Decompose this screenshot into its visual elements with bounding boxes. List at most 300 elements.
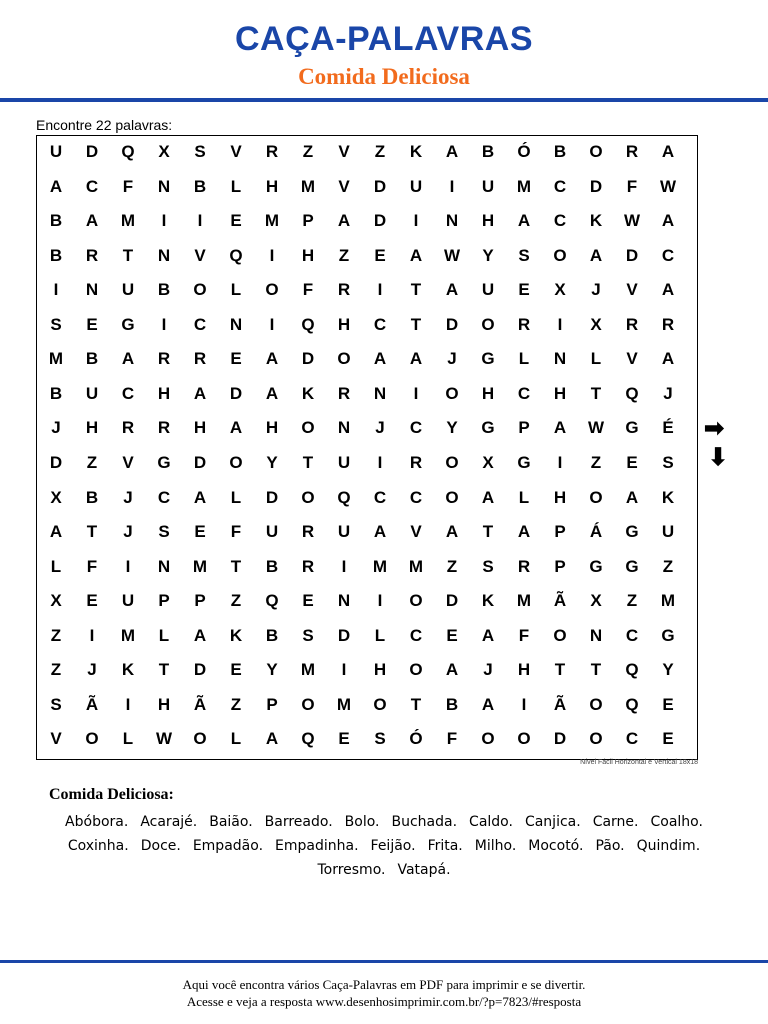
grid-cell: O — [589, 487, 603, 507]
grid-cell: Ã — [193, 694, 207, 714]
grid-cell: F — [122, 176, 134, 196]
grid-cell: A — [193, 383, 207, 403]
grid-cell: T — [410, 280, 422, 300]
grid-cell: A — [265, 349, 279, 369]
grid-cell: A — [517, 211, 531, 231]
grid-cell: D — [553, 729, 567, 749]
word-list-item: Doce. — [140, 838, 181, 854]
grid-cell: U — [337, 452, 351, 472]
grid-cell: C — [553, 176, 567, 196]
grid-cell: T — [410, 694, 422, 714]
grid-cell: O — [373, 694, 387, 714]
grid-cell: I — [161, 211, 167, 231]
grid-cell: N — [445, 211, 459, 231]
grid-cell: C — [553, 211, 567, 231]
grid-cell: O — [301, 487, 315, 507]
grid-cell: G — [481, 418, 495, 438]
grid-cell: P — [554, 556, 566, 576]
grid-cell: I — [557, 452, 563, 472]
grid-cell: G — [481, 349, 495, 369]
grid-cell: V — [230, 142, 242, 161]
grid-cell: Ã — [553, 591, 567, 611]
grid-cell: A — [517, 522, 531, 542]
grid-cell: Z — [86, 452, 98, 472]
grid-cell: O — [553, 245, 567, 265]
grid-cell: Ó — [517, 142, 531, 161]
grid-cell: O — [193, 729, 207, 749]
grid-cell: X — [50, 591, 62, 611]
grid-cell: K — [409, 142, 423, 161]
grid-cell: Q — [337, 487, 351, 507]
grid-cell: E — [230, 660, 242, 680]
grid-cell: W — [623, 211, 641, 231]
grid-cell: M — [264, 211, 280, 231]
word-list-item: Canjica. — [524, 814, 581, 830]
grid-cell: A — [373, 349, 387, 369]
grid-cell: L — [230, 280, 242, 300]
word-list-item: Abóbora. — [65, 814, 129, 830]
grid-cell: L — [122, 729, 134, 749]
grid-cell: B — [49, 245, 63, 265]
grid-cell: S — [194, 142, 206, 161]
word-list-item: Frita. — [427, 838, 463, 854]
grid-cell: U — [121, 280, 135, 300]
grid-cell: O — [337, 349, 351, 369]
grid-cell: R — [157, 349, 171, 369]
grid-cell: S — [662, 452, 674, 472]
word-list-item: Barreado. — [264, 814, 333, 830]
word-list-item: Empadão. — [192, 838, 264, 854]
grid-cell: H — [481, 383, 495, 403]
grid-cell: F — [446, 729, 458, 749]
grid-cell: I — [449, 176, 455, 196]
grid-cell: A — [337, 211, 351, 231]
grid-cell: H — [553, 383, 567, 403]
grid-cell: R — [337, 383, 351, 403]
grid-cell: K — [229, 625, 243, 645]
grid-cell: H — [193, 418, 207, 438]
grid-cell: A — [481, 694, 495, 714]
grid-cell: Z — [446, 556, 458, 576]
grid-cell: P — [266, 694, 278, 714]
grid-cell: H — [85, 418, 99, 438]
grid-cell: A — [445, 280, 459, 300]
grid-cell: Q — [265, 591, 279, 611]
grid-cell: Z — [50, 660, 62, 680]
grid-cell: I — [413, 383, 419, 403]
grid-cell: Z — [230, 591, 242, 611]
instructions: Encontre 22 palavras: — [36, 117, 173, 133]
grid-cell: D — [373, 211, 387, 231]
grid-cell: Q — [301, 729, 315, 749]
grid-cell: N — [553, 349, 567, 369]
grid-cell: H — [157, 694, 171, 714]
grid-cell: D — [193, 452, 207, 472]
grid-cell: J — [51, 418, 61, 438]
grid-cell: S — [374, 729, 386, 749]
grid-cell: T — [302, 452, 314, 472]
grid-cell: A — [121, 349, 135, 369]
grid-cell: K — [481, 591, 495, 611]
grid-cell: R — [517, 314, 531, 334]
grid-cell: C — [85, 176, 99, 196]
grid-cell: V — [410, 522, 422, 542]
grid-cell: L — [230, 729, 242, 749]
grid-cell: W — [155, 729, 173, 749]
grid-cell: U — [409, 176, 423, 196]
grid-cell: Y — [266, 452, 278, 472]
grid-cell: B — [445, 694, 459, 714]
grid-cell: D — [337, 625, 351, 645]
grid-cell: Z — [230, 694, 242, 714]
grid-cell: V — [626, 280, 638, 300]
grid-cell: N — [157, 556, 171, 576]
grid-cell: O — [409, 660, 423, 680]
grid-cell: O — [445, 487, 459, 507]
grid-cell: M — [120, 625, 136, 645]
grid-cell: A — [265, 383, 279, 403]
grid-cell: J — [447, 349, 457, 369]
grid-cell: Z — [374, 142, 386, 161]
grid-cell: P — [554, 522, 566, 542]
grid-cell: K — [121, 660, 135, 680]
grid-cell: H — [373, 660, 387, 680]
grid-cell: A — [49, 522, 63, 542]
grid-cell: R — [265, 142, 279, 161]
grid-cell: D — [193, 660, 207, 680]
grid-cell: K — [661, 487, 675, 507]
grid-cell: U — [121, 591, 135, 611]
grid-cell: A — [553, 418, 567, 438]
grid-cell: O — [265, 280, 279, 300]
grid-cell: N — [373, 383, 387, 403]
grid-cell: E — [86, 314, 98, 334]
grid-cell: Á — [589, 522, 603, 542]
grid-cell: T — [86, 522, 98, 542]
grid-cell: M — [48, 349, 64, 369]
grid-cell: I — [269, 314, 275, 334]
grid-cell: É — [662, 418, 674, 438]
word-list-item: Empadinha. — [275, 838, 359, 854]
grid-cell: C — [625, 625, 639, 645]
grid-cell: O — [85, 729, 99, 749]
grid-cell: J — [87, 660, 97, 680]
grid-cell: K — [301, 383, 315, 403]
grid-cell: D — [625, 245, 639, 265]
word-list-item: Pão. — [595, 838, 625, 854]
grid-cell: V — [122, 452, 134, 472]
grid-cell: J — [123, 487, 133, 507]
grid-cell: O — [301, 694, 315, 714]
grid-cell: G — [589, 556, 603, 576]
grid-cell: G — [121, 314, 135, 334]
word-list-item: Mocotó. — [528, 838, 584, 854]
grid-cell: B — [265, 625, 279, 645]
grid-cell: A — [49, 176, 63, 196]
grid-cell: H — [481, 211, 495, 231]
grid-cell: A — [193, 625, 207, 645]
grid-cell: Z — [50, 625, 62, 645]
grid-cell: A — [85, 211, 99, 231]
grid-cell: Q — [229, 245, 243, 265]
grid-cell: B — [49, 383, 63, 403]
grid-cell: F — [86, 556, 98, 576]
grid-cell: A — [409, 349, 423, 369]
grid-cell: F — [626, 176, 638, 196]
grid-cell: I — [341, 556, 347, 576]
grid-cell: S — [518, 245, 530, 265]
grid-cell: U — [481, 280, 495, 300]
word-list-item: Torresmo. — [317, 862, 386, 878]
grid-cell: C — [517, 383, 531, 403]
grid-cell: R — [121, 418, 135, 438]
grid-cell: I — [89, 625, 95, 645]
grid-cell: I — [53, 280, 59, 300]
grid-cell: I — [377, 280, 383, 300]
grid-cell: D — [445, 314, 459, 334]
grid-cell: A — [589, 245, 603, 265]
grid-cell: Q — [121, 142, 135, 161]
grid-cell: U — [481, 176, 495, 196]
grid-cell: A — [229, 418, 243, 438]
grid-cell: O — [481, 314, 495, 334]
grid-cell: E — [194, 522, 206, 542]
grid-cell: O — [301, 418, 315, 438]
word-list-item: Baião. — [209, 814, 253, 830]
grid-cell: Y — [482, 245, 494, 265]
grid-cell: M — [372, 556, 388, 576]
grid-cell: Z — [302, 142, 314, 161]
grid-cell: V — [626, 349, 638, 369]
grid-cell: R — [301, 556, 315, 576]
grid-cell: U — [661, 522, 675, 542]
grid-cell: Q — [301, 314, 315, 334]
grid-cell: M — [408, 556, 424, 576]
grid-cell: I — [269, 245, 275, 265]
grid-cell: A — [265, 729, 279, 749]
grid-cell: T — [554, 660, 566, 680]
grid-cell: S — [302, 625, 314, 645]
word-list-item: Caldo. — [469, 814, 513, 830]
grid-cell: H — [553, 487, 567, 507]
grid-cell: T — [122, 245, 134, 265]
grid-cell: R — [661, 314, 675, 334]
grid-cell: Q — [625, 694, 639, 714]
grid-cell: C — [409, 625, 423, 645]
grid-cell: I — [521, 694, 527, 714]
grid-cell: J — [591, 280, 601, 300]
grid-cell: Ã — [553, 694, 567, 714]
grid-cell: C — [157, 487, 171, 507]
grid-cell: C — [121, 383, 135, 403]
grid-cell: D — [85, 142, 99, 161]
grid-cell: T — [410, 314, 422, 334]
grid-cell: S — [158, 522, 170, 542]
grid-cell: J — [375, 418, 385, 438]
grid-cell: O — [445, 452, 459, 472]
word-list-title: Comida Deliciosa: — [49, 786, 174, 803]
grid-cell: R — [157, 418, 171, 438]
grid-cell: J — [663, 383, 673, 403]
grid-cell: P — [302, 211, 314, 231]
grid-cell: A — [445, 522, 459, 542]
grid-cell: X — [158, 142, 170, 161]
grid-cell: R — [337, 280, 351, 300]
grid-cell: G — [625, 418, 639, 438]
grid-cell: P — [194, 591, 206, 611]
grid-cell: G — [661, 625, 675, 645]
grid-cell: I — [377, 452, 383, 472]
grid-cell: E — [662, 694, 674, 714]
grid-cell: P — [518, 418, 530, 438]
grid-cell: E — [338, 729, 350, 749]
grid-cell: X — [590, 591, 602, 611]
grid-cell: G — [517, 452, 531, 472]
grid-cell: A — [481, 625, 495, 645]
grid-cell: G — [625, 522, 639, 542]
grid-cell: S — [50, 694, 62, 714]
grid-cell: X — [50, 487, 62, 507]
grid-cell: O — [553, 625, 567, 645]
grid-cell: Z — [590, 452, 602, 472]
grid-cell: W — [443, 245, 461, 265]
grid-cell: L — [518, 349, 530, 369]
grid-cell: D — [301, 349, 315, 369]
word-list-item: Coalho. — [650, 814, 703, 830]
grid-cell: T — [482, 522, 494, 542]
grid-cell: V — [50, 729, 62, 749]
word-list-item: Quindim. — [636, 838, 701, 854]
grid-cell: E — [662, 729, 674, 749]
grid-cell: V — [338, 142, 350, 161]
grid-cell: Ó — [409, 729, 423, 749]
grid-cell: T — [590, 383, 602, 403]
grid-cell: H — [301, 245, 315, 265]
grid-cell: H — [157, 383, 171, 403]
grid-cell: M — [300, 660, 316, 680]
grid-cell: X — [482, 452, 494, 472]
grid-cell: E — [518, 280, 530, 300]
grid-cell: D — [589, 176, 603, 196]
grid-cell: C — [409, 418, 423, 438]
grid-cell: C — [409, 487, 423, 507]
grid-cell: H — [265, 176, 279, 196]
grid-cell: W — [587, 418, 605, 438]
grid-cell: G — [157, 452, 171, 472]
footer — [0, 976, 768, 1010]
footer-line-2: Acesse e veja a resposta www.desenhosimprimir.com.br/?p=7823/#resposta — [186, 994, 582, 1009]
grid-cell: U — [49, 142, 63, 161]
grid-cell: D — [49, 452, 63, 472]
grid-cell: H — [337, 314, 351, 334]
grid-cell: B — [85, 349, 99, 369]
grid-cell: L — [374, 625, 386, 645]
grid-cell: T — [158, 660, 170, 680]
grid-cell: L — [590, 349, 602, 369]
grid-cell: M — [120, 211, 136, 231]
grid-cell: Y — [446, 418, 458, 438]
grid-cell: O — [229, 452, 243, 472]
grid-cell: B — [193, 176, 207, 196]
grid-cell: M — [660, 591, 676, 611]
grid-cell: R — [625, 314, 639, 334]
grid-cell: D — [373, 176, 387, 196]
grid-cell: C — [661, 245, 675, 265]
word-list-item: Vatapá. — [397, 862, 451, 878]
grid-cell: A — [625, 487, 639, 507]
grid-cell: R — [625, 142, 639, 161]
grid-cell: L — [230, 176, 242, 196]
grid-cell: V — [194, 245, 206, 265]
grid-cell: L — [158, 625, 170, 645]
grid-cell: Y — [266, 660, 278, 680]
grid-cell: U — [265, 522, 279, 542]
grid-cell: C — [193, 314, 207, 334]
grid-cell: A — [445, 142, 459, 161]
grid-cell: Z — [662, 556, 674, 576]
grid-cell: N — [589, 625, 603, 645]
grid-cell: J — [123, 522, 133, 542]
grid-cell: I — [125, 556, 131, 576]
word-list-item: Acarajé. — [140, 814, 198, 830]
arrow-right-icon: ➡ — [704, 415, 725, 442]
grid-cell: I — [161, 314, 167, 334]
grid-cell: F — [302, 280, 314, 300]
word-list-item: Milho. — [474, 838, 517, 854]
grid-cell: B — [481, 142, 495, 161]
grid-cell: T — [230, 556, 242, 576]
grid-cell: A — [445, 660, 459, 680]
word-list-item: Coxinha. — [67, 838, 129, 854]
grid-cell: I — [341, 660, 347, 680]
grid-cell: Q — [625, 383, 639, 403]
grid-cell: D — [265, 487, 279, 507]
word-list-item: Buchada. — [391, 814, 458, 830]
grid-cell: L — [230, 487, 242, 507]
grid-cell: C — [373, 487, 387, 507]
grid-cell: R — [193, 349, 207, 369]
grid-cell: C — [625, 729, 639, 749]
grid-cell: X — [554, 280, 566, 300]
grid-cell: A — [481, 487, 495, 507]
grid-cell: M — [516, 591, 532, 611]
grid-cell: E — [230, 349, 242, 369]
grid-cell: E — [302, 591, 314, 611]
grid-cell: B — [157, 280, 171, 300]
word-search-grid — [36, 135, 698, 760]
grid-cell: Z — [626, 591, 638, 611]
grid-cell: W — [659, 176, 677, 196]
grid-cell: N — [337, 591, 351, 611]
grid-cell: O — [409, 591, 423, 611]
grid-cell: I — [413, 211, 419, 231]
grid-cell: N — [337, 418, 351, 438]
grid-cell: A — [661, 349, 675, 369]
grid-cell: E — [626, 452, 638, 472]
grid-cell: I — [377, 591, 383, 611]
grid-cell: A — [373, 522, 387, 542]
page-title: CAÇA-PALAVRAS — [234, 20, 533, 58]
grid-cell: B — [85, 487, 99, 507]
grid-cell: O — [589, 694, 603, 714]
bottom-divider — [0, 960, 768, 963]
arrow-down-icon: ⬇ — [708, 444, 729, 471]
grid-cell: N — [157, 245, 171, 265]
grid-cell: E — [374, 245, 386, 265]
grid-cell: U — [337, 522, 351, 542]
grid-cell: X — [590, 314, 602, 334]
grid-cell: C — [373, 314, 387, 334]
